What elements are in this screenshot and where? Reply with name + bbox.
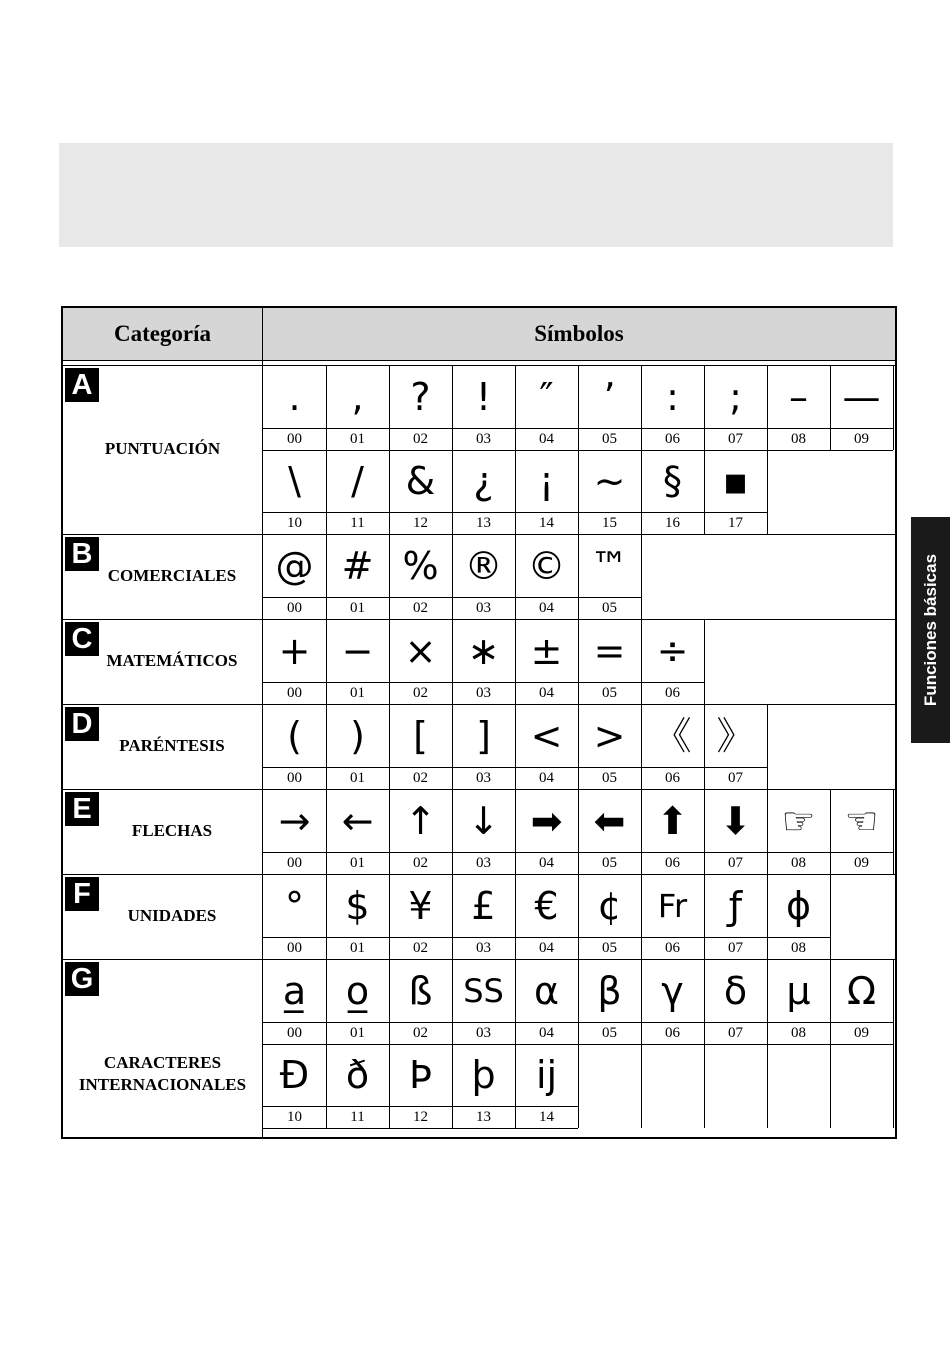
- symbol-glyph: ☜: [844, 799, 879, 843]
- symbol-glyph: !: [475, 375, 492, 419]
- symbol-code: 08: [791, 431, 806, 447]
- symbol-code: 06: [665, 770, 680, 786]
- symbol-code: 02: [413, 1025, 428, 1041]
- symbol-glyph: .: [288, 375, 301, 419]
- symbol-glyph: ð: [345, 1053, 370, 1097]
- symbol-code: 07: [728, 940, 743, 956]
- symbol-glyph: ÷: [656, 629, 689, 673]
- symbol-code: 02: [413, 600, 428, 616]
- symbol-code: 04: [539, 431, 554, 447]
- symbol-code: 04: [539, 685, 554, 701]
- symbol-code: 05: [602, 770, 617, 786]
- symbol-code: 05: [602, 685, 617, 701]
- symbol-glyph: ¿: [473, 459, 494, 503]
- category-label: MATEMÁTICOS: [106, 651, 238, 670]
- symbol-code: 03: [476, 940, 491, 956]
- symbol-glyph: ®: [464, 544, 503, 588]
- symbol-code: 08: [791, 855, 806, 871]
- symbol-code: 00: [287, 855, 302, 871]
- cell-divider: [893, 790, 894, 874]
- symbol-code: 14: [539, 515, 554, 531]
- cell-divider: [641, 1044, 642, 1128]
- symbol-code: 05: [602, 431, 617, 447]
- symbol-code: 03: [476, 1025, 491, 1041]
- cell-divider: [893, 960, 894, 1044]
- code-rule: [263, 1106, 578, 1107]
- symbol-code: 09: [854, 855, 869, 871]
- symbol-code: 06: [665, 431, 680, 447]
- symbol-glyph: %: [402, 544, 439, 588]
- symbol-code: 05: [602, 600, 617, 616]
- symbol-glyph: §: [663, 459, 682, 503]
- symbol-glyph: ←: [341, 799, 374, 843]
- symbol-code: 12: [413, 515, 428, 531]
- symbol-glyph: ™: [590, 544, 629, 588]
- symbol-glyph: ;: [729, 375, 742, 419]
- symbol-code: 03: [476, 600, 491, 616]
- symbol-glyph: 》: [716, 714, 755, 758]
- symbol-code: 15: [602, 515, 617, 531]
- symbol-code: 07: [728, 1025, 743, 1041]
- symbol-code: 01: [350, 1025, 365, 1041]
- symbol-glyph: ″: [539, 375, 554, 419]
- symbol-code: 14: [539, 1109, 554, 1125]
- symbol-glyph: ∗: [467, 629, 500, 673]
- symbol-glyph: μ: [786, 969, 811, 1013]
- symbol-glyph: →: [278, 799, 311, 843]
- symbol-code: 10: [287, 1109, 302, 1125]
- symbol-code: 05: [602, 855, 617, 871]
- symbol-glyph: –: [789, 375, 808, 419]
- symbol-code: 09: [854, 1025, 869, 1041]
- top-gray-band: [59, 143, 893, 247]
- symbol-glyph: −: [341, 629, 374, 673]
- symbol-glyph: #: [341, 544, 374, 588]
- symbol-glyph: o̲: [345, 969, 370, 1013]
- symbol-code: 02: [413, 431, 428, 447]
- symbol-code: 00: [287, 770, 302, 786]
- symbol-glyph: \: [288, 459, 301, 503]
- symbol-glyph: þ: [471, 1053, 496, 1097]
- symbol-code: 09: [854, 431, 869, 447]
- symbol-code: 12: [413, 1109, 428, 1125]
- category-letter-badge: C: [65, 622, 99, 656]
- symbol-glyph: ]: [476, 714, 491, 758]
- category-letter-badge: B: [65, 537, 99, 571]
- symbol-code: 04: [539, 600, 554, 616]
- cell-divider: [893, 366, 894, 450]
- symbol-code: 16: [665, 515, 680, 531]
- symbol-code: 00: [287, 1025, 302, 1041]
- symbol-glyph: ⬅: [593, 799, 626, 843]
- symbol-code: 07: [728, 855, 743, 871]
- code-rule: [263, 428, 893, 429]
- category-label: UNIDADES: [127, 906, 217, 925]
- symbol-glyph: ×: [404, 629, 437, 673]
- symbol-code: 03: [476, 431, 491, 447]
- symbol-glyph: Þ: [409, 1053, 432, 1097]
- category-letter-badge: E: [65, 792, 99, 826]
- code-rule: [263, 767, 767, 768]
- symbol-code: 03: [476, 685, 491, 701]
- symbol-glyph: ±: [530, 629, 563, 673]
- symbol-code: 06: [665, 940, 680, 956]
- symbol-glyph: (: [287, 714, 302, 758]
- symbol-glyph: ¥: [408, 884, 433, 928]
- symbol-glyph: €: [534, 884, 559, 928]
- code-rule: [263, 937, 830, 938]
- category-label: CARACTERES INTERNACIONALES: [78, 1053, 247, 1094]
- symbol-code: 00: [287, 600, 302, 616]
- symbol-glyph: >: [593, 714, 626, 758]
- category-letter-badge: G: [65, 962, 99, 996]
- symbol-glyph: ⬇: [719, 799, 752, 843]
- side-tab-label: Funciones básicas: [920, 553, 940, 707]
- symbol-glyph: $: [345, 884, 370, 928]
- symbol-glyph: ’: [603, 375, 616, 419]
- symbol-glyph: @: [275, 544, 314, 588]
- code-rule: [263, 512, 767, 513]
- cell-divider: [893, 1044, 894, 1128]
- category-label: COMERCIALES: [107, 566, 237, 585]
- symbol-code: 13: [476, 1109, 491, 1125]
- symbol-code: 04: [539, 1025, 554, 1041]
- symbol-glyph: δ: [723, 969, 748, 1013]
- symbol-glyph: ?: [410, 375, 431, 419]
- header-category: Categoría: [63, 308, 262, 360]
- symbol-code: 07: [728, 770, 743, 786]
- symbol-glyph: °: [285, 884, 304, 928]
- symbol-glyph: =: [593, 629, 626, 673]
- symbol-glyph: ϕ: [785, 884, 812, 928]
- category-label: PUNTUACIÓN: [104, 439, 221, 458]
- symbol-code: 01: [350, 770, 365, 786]
- symbol-code: 01: [350, 685, 365, 701]
- symbol-glyph: ¡: [538, 459, 555, 503]
- symbol-glyph: Fr: [657, 887, 688, 925]
- symbol-glyph: γ: [661, 969, 684, 1013]
- symbol-glyph: ¢: [597, 884, 622, 928]
- cell-divider: [704, 1044, 705, 1128]
- symbol-glyph: ↓: [467, 799, 500, 843]
- symbol-code: 06: [665, 1025, 680, 1041]
- symbol-code: 04: [539, 940, 554, 956]
- symbol-glyph: +: [278, 629, 311, 673]
- symbol-code: 03: [476, 855, 491, 871]
- symbol-code: 04: [539, 770, 554, 786]
- symbol-code: 13: [476, 515, 491, 531]
- symbol-glyph: Đ: [279, 1053, 310, 1097]
- symbol-glyph: [: [413, 714, 428, 758]
- symbol-glyph: Ω: [846, 969, 877, 1013]
- symbol-glyph: ): [350, 714, 365, 758]
- symbol-glyph: α: [533, 969, 560, 1013]
- cell-divider: [830, 875, 831, 959]
- code-rule: [263, 597, 641, 598]
- symbol-glyph: ĳ: [535, 1053, 558, 1097]
- symbol-code: 01: [350, 940, 365, 956]
- symbol-code: 10: [287, 515, 302, 531]
- header-symbols: Símbolos: [263, 308, 895, 360]
- cell-divider: [641, 535, 642, 619]
- symbol-glyph: ~: [593, 459, 626, 503]
- symbol-glyph: ⬆: [656, 799, 689, 843]
- symbol-glyph: β: [597, 969, 622, 1013]
- symbol-code: 08: [791, 940, 806, 956]
- category-letter-badge: D: [65, 707, 99, 741]
- symbol-glyph: £: [471, 884, 496, 928]
- cell-divider: [767, 450, 768, 534]
- symbol-code: 03: [476, 770, 491, 786]
- symbol-code: 00: [287, 940, 302, 956]
- symbol-glyph: ©: [527, 544, 566, 588]
- cell-divider: [704, 620, 705, 704]
- symbol-code: 05: [602, 1025, 617, 1041]
- symbol-glyph: ƒ: [728, 884, 743, 928]
- symbol-code: 00: [287, 685, 302, 701]
- symbol-glyph: &: [405, 459, 436, 503]
- category-label: PARÉNTESIS: [119, 736, 225, 755]
- symbol-glyph: <: [530, 714, 563, 758]
- row-rule: [263, 1128, 578, 1129]
- symbol-glyph: a̲: [282, 969, 307, 1013]
- symbol-glyph: SS: [463, 972, 504, 1010]
- symbol-code: 01: [350, 855, 365, 871]
- cell-divider: [767, 1044, 768, 1128]
- symbol-code: 01: [350, 600, 365, 616]
- symbol-code: 02: [413, 940, 428, 956]
- code-rule: [263, 682, 704, 683]
- category-label: FLECHAS: [131, 821, 213, 840]
- symbol-glyph: ,: [351, 375, 364, 419]
- cell-divider: [830, 1044, 831, 1128]
- category-letter-badge: A: [65, 368, 99, 402]
- symbol-glyph: /: [351, 459, 364, 503]
- symbol-code: 00: [287, 431, 302, 447]
- symbol-glyph: :: [666, 375, 679, 419]
- symbols-table: [61, 306, 897, 1139]
- code-rule: [263, 1022, 893, 1023]
- symbol-code: 11: [350, 515, 365, 531]
- cell-divider: [578, 1044, 579, 1128]
- symbol-glyph: 《: [653, 714, 692, 758]
- symbol-code: 11: [350, 1109, 365, 1125]
- symbol-code: 02: [413, 855, 428, 871]
- cell-divider: [767, 705, 768, 789]
- symbol-glyph: ß: [408, 969, 433, 1013]
- symbol-code: 02: [413, 770, 428, 786]
- code-rule: [263, 852, 893, 853]
- header-rule: [63, 360, 895, 361]
- symbol-glyph: ➡: [530, 799, 563, 843]
- symbol-glyph: ☞: [781, 799, 816, 843]
- symbol-code: 01: [350, 431, 365, 447]
- symbol-glyph: —: [842, 375, 881, 419]
- section-side-tab: [911, 517, 950, 743]
- category-letter-badge: F: [65, 877, 99, 911]
- symbol-glyph: ▪: [722, 459, 749, 503]
- symbol-code: 08: [791, 1025, 806, 1041]
- symbol-code: 07: [728, 431, 743, 447]
- symbol-code: 06: [665, 685, 680, 701]
- symbol-code: 04: [539, 855, 554, 871]
- symbol-code: 05: [602, 940, 617, 956]
- symbol-code: 02: [413, 685, 428, 701]
- symbol-code: 17: [728, 515, 743, 531]
- symbol-glyph: ↑: [404, 799, 437, 843]
- symbol-code: 06: [665, 855, 680, 871]
